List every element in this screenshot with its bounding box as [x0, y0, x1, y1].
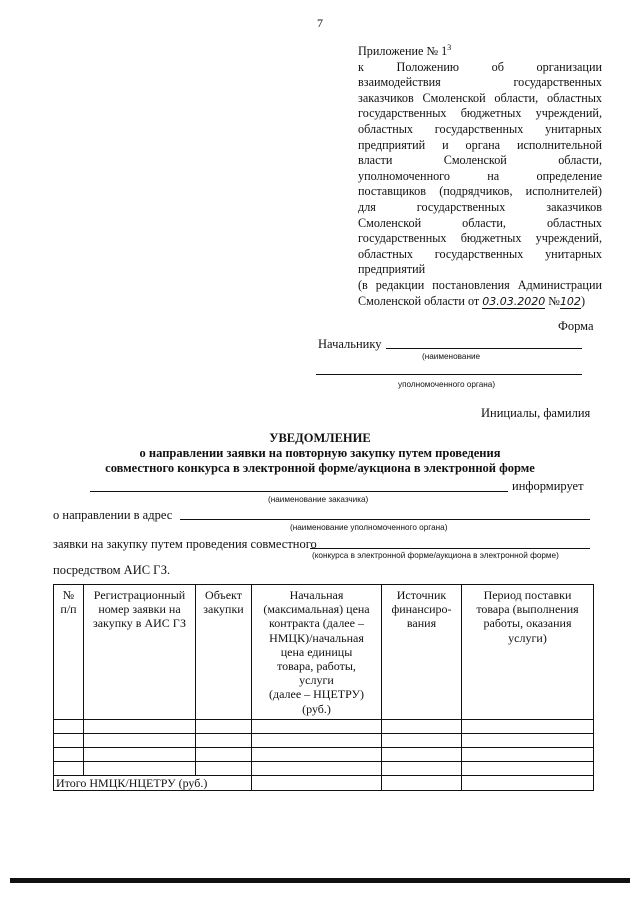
handwritten-number: 102	[559, 294, 581, 308]
table-row	[54, 733, 594, 747]
appendix-line: к Положению об организации	[358, 59, 602, 74]
customer-caption: (наименование заказчика)	[268, 495, 369, 504]
appendix-line: областных государственных унитарных	[358, 122, 602, 137]
appendix-block	[358, 40, 602, 309]
col-header-number: № п/п	[54, 585, 84, 720]
joint-caption: (конкурса в электронной форме/аукциона в электронной форме)	[312, 551, 559, 560]
appendix-line: областных государственных унитарных	[358, 246, 602, 261]
joint-line	[310, 548, 590, 549]
table-header-row	[54, 585, 594, 720]
appendix-line: заказчиков Смоленской области, областных	[358, 90, 602, 105]
address-label: о направлении в адрес	[53, 508, 173, 522]
appendix-line: Смоленской области, областных	[358, 215, 602, 230]
revision-date-line: Смоленской области от 03.03.2020 №102)	[358, 293, 585, 308]
appendix-line: государственных бюджетных учреждений,	[358, 106, 602, 121]
notice-subtitle-2: совместного конкурса в электронной форме/аукциона в электронной форме	[105, 461, 535, 475]
col-header-period: Период поставки товара (выполнения работы, оказания услуги)	[462, 585, 594, 720]
appendix-line: предприятий и органа исполнительной	[358, 137, 602, 152]
col-header-reg-number: Регистрационный номер заявки на закупку в АИС ГЗ	[84, 585, 196, 720]
col-header-price: Начальная (максимальная) цена контракта (далее – НМЦК)/начальная цена единицы товара, работы, услуги (далее – НЦЕТРУ) (руб.)	[252, 585, 382, 720]
initials-label: Инициалы, фамилия	[481, 406, 591, 420]
addressee-line	[386, 348, 582, 349]
appendix-line: для государственных заказчиков	[358, 200, 602, 214]
customer-line	[90, 491, 508, 492]
addressee-caption-2: уполномоченного органа)	[398, 380, 496, 389]
page-number: 7	[317, 16, 323, 30]
appendix-line: предприятий	[358, 262, 426, 277]
bottom-scan-bar	[10, 878, 630, 883]
informs-label: информирует	[512, 479, 584, 493]
handwritten-date: 03.03.2020	[482, 294, 546, 308]
org-line	[180, 519, 590, 520]
form-label: Форма	[558, 319, 594, 333]
revision-line: (в редакции постановления Администрации	[358, 277, 602, 292]
table-row	[54, 719, 594, 733]
appendix-line: взаимодействия государственных	[358, 75, 602, 90]
addressee-caption: (наименование	[422, 352, 481, 361]
appendix-line: поставщиков (подрядчиков, исполнителей)	[358, 184, 602, 199]
notice-title: УВЕДОМЛЕНИЕ	[269, 431, 371, 445]
table-row	[54, 761, 594, 775]
joint-label: заявки на закупку путем проведения совместного	[53, 537, 317, 551]
addressee-label: Начальнику	[318, 337, 382, 351]
appendix-line: власти Смоленской области,	[358, 153, 602, 168]
notice-table	[53, 584, 594, 791]
total-label: Итого НМЦК/НЦЕТРУ (руб.)	[54, 775, 252, 790]
addressee-line-2	[316, 374, 582, 375]
col-header-funding: Источник финансиро- вания	[382, 585, 462, 720]
org-caption: (наименование уполномоченного органа)	[290, 523, 448, 532]
appendix-line: уполномоченного на определение	[358, 168, 602, 183]
notice-subtitle-1: о направлении заявки на повторную закупку путем проведения	[139, 446, 501, 460]
col-header-object: Объект закупки	[196, 585, 252, 720]
table-total-row	[54, 775, 594, 790]
appendix-title: Приложение № $1^3$	[358, 43, 452, 59]
table-row	[54, 747, 594, 761]
via-label: посредством АИС ГЗ.	[53, 563, 171, 577]
appendix-line: государственных бюджетных учреждений,	[358, 231, 602, 246]
